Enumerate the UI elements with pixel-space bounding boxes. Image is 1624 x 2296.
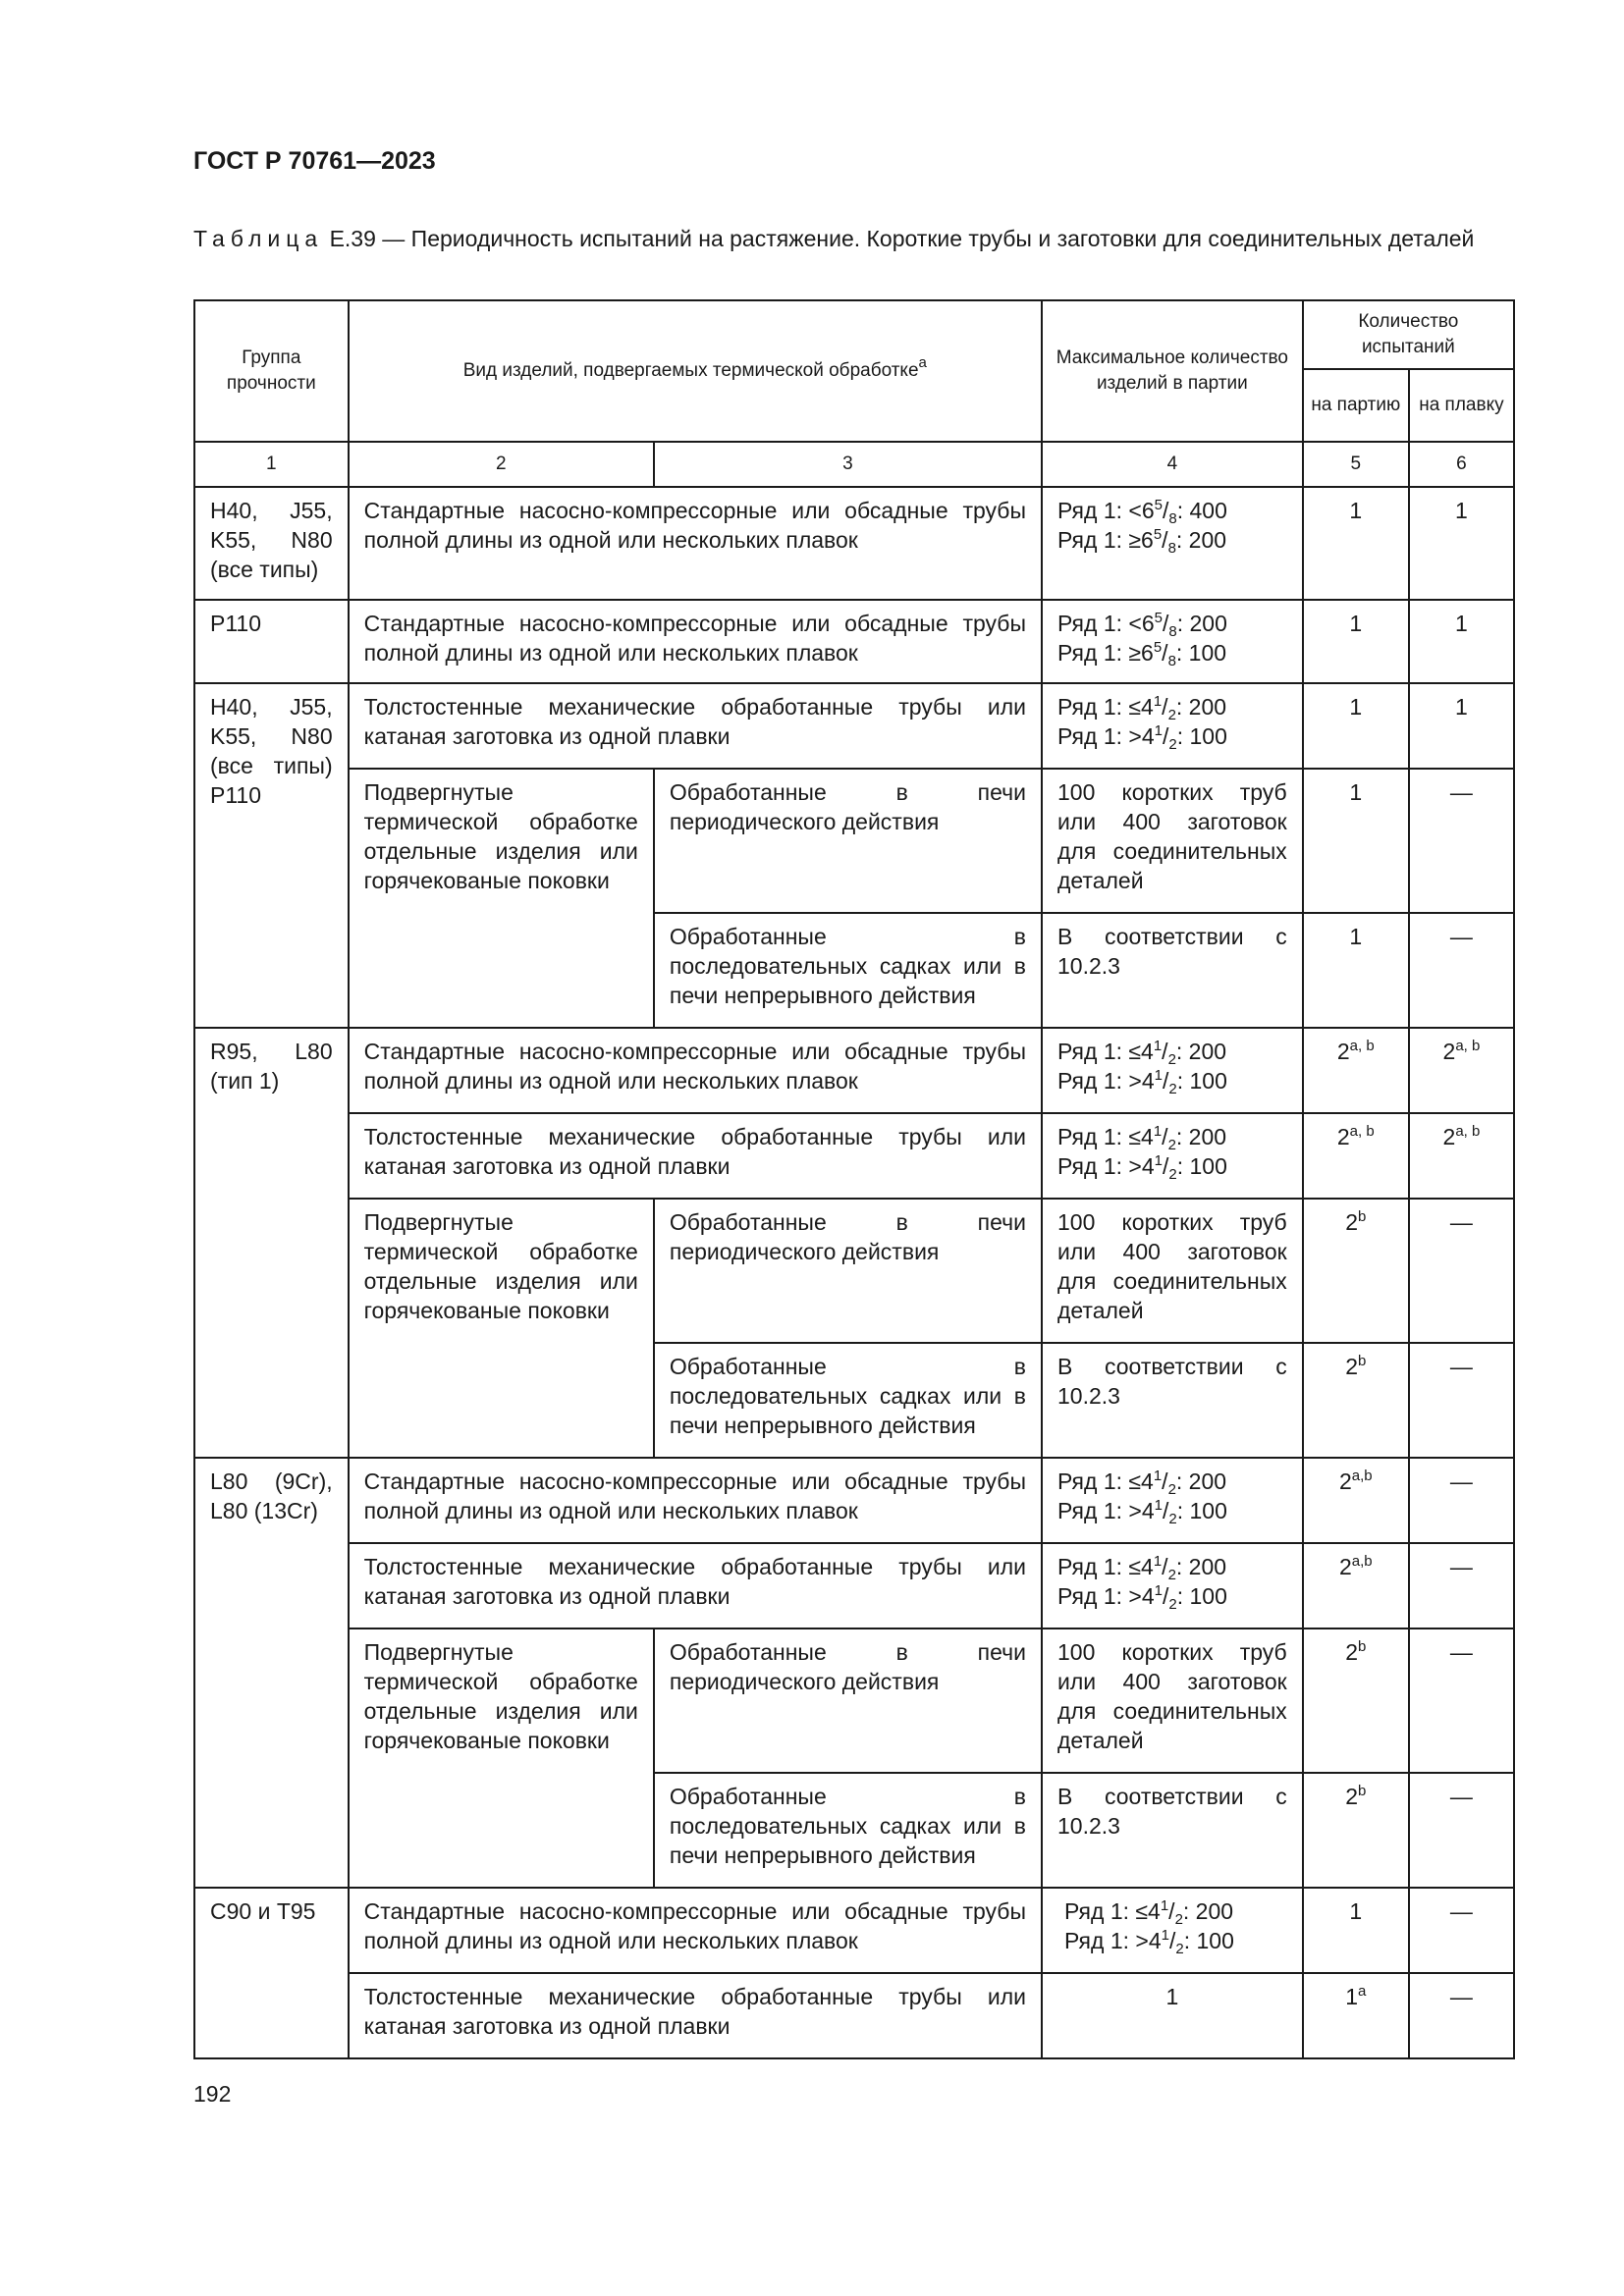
furnace-type-cell: Обработанные в печи периодического действия: [654, 769, 1042, 913]
column-number: 3: [654, 442, 1042, 487]
group-cell: H40, J55, K55, N80 (все типы) P110: [194, 683, 349, 1028]
series-prefix: Ряд 1:: [1056, 1498, 1123, 1523]
tests-per-lot: 1: [1303, 487, 1409, 600]
series-prefix: Ряд 1:: [1056, 1554, 1123, 1579]
series-line: Ряд 1: $\le 4^1/_2$: 200: [1056, 1468, 1227, 1498]
table-row: [194, 769, 1514, 913]
tests-per-heat: —: [1409, 1458, 1514, 1543]
series-prefix: Ряд 1:: [1056, 1068, 1123, 1094]
fraction-num: 1: [1154, 1497, 1163, 1514]
column-number: 4: [1042, 442, 1303, 487]
series-op: ≤4: [1128, 1124, 1154, 1149]
series-op: ≥6: [1128, 527, 1154, 553]
tests-per-heat: —: [1409, 913, 1514, 1028]
tests-value: 2: [1345, 1784, 1359, 1809]
header-group: Группа прочности: [194, 300, 349, 442]
tests-value: 2: [1345, 1209, 1359, 1235]
table-row: [194, 1629, 1514, 1773]
fraction-den: 2: [1168, 736, 1177, 753]
footnote-mark: a,b: [1351, 1468, 1373, 1484]
series-line: Ряд 1: $>4^1/_2$: 100: [1056, 1582, 1227, 1613]
heat-treated-cell: Подвергнутые термической обработке отдельные изделия или горячекованые поковки: [349, 769, 654, 1028]
table-row: [194, 683, 1514, 769]
column-number: 6: [1409, 442, 1514, 487]
series-value: : 100: [1176, 1068, 1227, 1094]
product-kind-cell: Толстостенные механические обработанные трубы или катаная заготовка из одной плавки: [349, 1113, 1042, 1199]
group-cell: R95, L80 (тип 1): [194, 1028, 349, 1458]
table-row: [194, 1199, 1514, 1343]
tests-per-lot: [1303, 1028, 1409, 1113]
table-row: [194, 1113, 1514, 1199]
max-qty-cell: [1042, 1028, 1303, 1113]
table-row: [194, 600, 1514, 683]
tests-value: 1: [1345, 1984, 1359, 2009]
fraction-num: 5: [1153, 526, 1163, 543]
series-prefix: Ряд 1:: [1063, 1898, 1130, 1924]
furnace-type-cell: Обработанные в последовательных садках или в печи непрерывного действия: [654, 1343, 1042, 1458]
series-op: ≤4: [1128, 1554, 1154, 1579]
tests-per-lot: [1303, 1458, 1409, 1543]
max-qty-cell: 100 коротких труб или 400 заготовок для соединительных деталей: [1042, 1199, 1303, 1343]
table-row: [194, 487, 1514, 600]
series-op: ≤4: [1135, 1898, 1161, 1924]
series-op: >4: [1128, 1068, 1155, 1094]
header-row: [194, 300, 1514, 369]
series-op: <6: [1128, 498, 1155, 523]
max-qty-cell: [1042, 600, 1303, 683]
series-value: : 100: [1176, 723, 1227, 749]
series-value: : 200: [1175, 1124, 1227, 1149]
tests-per-heat: —: [1409, 1973, 1514, 2058]
column-number: 2: [349, 442, 654, 487]
fraction-num: 1: [1160, 1897, 1169, 1914]
series-prefix: Ряд 1:: [1056, 1583, 1123, 1609]
fraction-num: 1: [1153, 1553, 1163, 1570]
product-kind-cell: Стандартные насосно-компрессорные или обсадные трубы полной длины из одной или нескольких плавок: [349, 1888, 1042, 1973]
series-op: ≤4: [1128, 1039, 1154, 1064]
fraction-den: 2: [1168, 1081, 1177, 1097]
document-id: ГОСТ Р 70761—2023: [193, 147, 436, 175]
tests-value: 2: [1345, 1639, 1359, 1665]
table-row: [194, 1028, 1514, 1113]
fraction-num: 1: [1153, 1468, 1163, 1484]
series-value: : 100: [1183, 1928, 1234, 1953]
max-qty-cell: [1042, 683, 1303, 769]
series-line: Ряд 1: $>4^1/_2$: 100: [1063, 1927, 1234, 1957]
max-qty-cell: В соответствии с 10.2.3: [1042, 1773, 1303, 1888]
column-number: 1: [194, 442, 349, 487]
tests-per-heat: —: [1409, 1343, 1514, 1458]
footnote-mark: a, b: [1349, 1038, 1375, 1054]
tests-per-heat: [1409, 1113, 1514, 1199]
product-kind-cell: Толстостенные механические обработанные трубы или катаная заготовка из одной плавки: [349, 683, 1042, 769]
series-line: Ряд 1: $>4^1/_2$: 100: [1056, 722, 1227, 753]
series-op: >4: [1128, 1153, 1155, 1179]
series-op: ≤4: [1128, 1468, 1154, 1494]
fraction-num: 5: [1154, 497, 1163, 513]
table-row: [194, 1973, 1514, 2058]
header-kind: [349, 300, 1042, 442]
series-prefix: Ряд 1:: [1056, 611, 1123, 636]
product-kind-cell: Стандартные насосно-компрессорные или обсадные трубы полной длины из одной или нескольких плавок: [349, 1028, 1042, 1113]
furnace-type-cell: Обработанные в печи периодического действия: [654, 1199, 1042, 1343]
max-qty-cell: 1: [1042, 1973, 1303, 2058]
fraction-den: 2: [1168, 1511, 1177, 1527]
footnote-mark: a,b: [1351, 1553, 1373, 1570]
tests-per-lot: [1303, 1113, 1409, 1199]
fraction-den: 2: [1167, 1051, 1176, 1068]
group-cell: H40, J55, K55, N80 (все типы): [194, 487, 349, 600]
series-line: Ряд 1: $\ge 6^5/_8$: 100: [1056, 639, 1227, 669]
fraction-num: 5: [1153, 639, 1163, 656]
series-prefix: Ряд 1:: [1056, 498, 1123, 523]
header-tests: Количество испытаний: [1303, 300, 1514, 369]
tests-per-heat: —: [1409, 1199, 1514, 1343]
series-prefix: Ряд 1:: [1056, 694, 1123, 720]
tests-per-lot: [1303, 1773, 1409, 1888]
max-qty-cell: В соответствии с 10.2.3: [1042, 913, 1303, 1028]
fraction-den: 2: [1168, 1166, 1177, 1183]
fraction-num: 1: [1154, 1067, 1163, 1084]
series-value: : 200: [1176, 611, 1227, 636]
tests-per-heat: —: [1409, 1629, 1514, 1773]
series-prefix: Ряд 1:: [1056, 723, 1123, 749]
fraction-den: 8: [1168, 510, 1177, 527]
table-row: [194, 1543, 1514, 1629]
tests-value: 2: [1336, 1039, 1350, 1064]
group-cell: С90 и Т95: [194, 1888, 349, 2058]
footnote-mark: a: [1358, 1983, 1367, 2000]
fraction-den: 2: [1175, 1941, 1184, 1957]
tests-value: 2: [1338, 1554, 1352, 1579]
series-prefix: Ряд 1:: [1056, 1039, 1123, 1064]
tests-per-lot: [1303, 1343, 1409, 1458]
footnote-mark: a: [918, 354, 927, 371]
series-line: Ряд 1: $\ge 6^5/_8$: 200: [1056, 526, 1227, 557]
tests-value: 2: [1336, 1124, 1350, 1149]
footnote-mark: a, b: [1349, 1123, 1375, 1140]
footnote-mark: a, b: [1455, 1038, 1481, 1054]
tests-value: 2: [1345, 1354, 1359, 1379]
tests-per-heat: 1: [1409, 600, 1514, 683]
series-line: Ряд 1: $>4^1/_2$: 100: [1056, 1497, 1227, 1527]
header-per-heat: на плавку: [1409, 369, 1514, 442]
footnote-mark: b: [1358, 1208, 1367, 1225]
series-line: Ряд 1: $\le 4^1/_2$: 200: [1063, 1897, 1234, 1928]
series-line: Ряд 1: $<6^5/_8$: 200: [1056, 610, 1227, 640]
furnace-type-cell: Обработанные в последовательных садках или в печи непрерывного действия: [654, 913, 1042, 1028]
series-op: >4: [1128, 1498, 1155, 1523]
tests-per-heat: 1: [1409, 683, 1514, 769]
product-kind-cell: Стандартные насосно-компрессорные или обсадные трубы полной длины из одной или нескольких плавок: [349, 600, 1042, 683]
fraction-num: 1: [1153, 693, 1163, 710]
series-prefix: Ряд 1:: [1056, 1153, 1123, 1179]
series-value: : 200: [1175, 1554, 1227, 1579]
fraction-den: 2: [1168, 1596, 1177, 1613]
series-op: >4: [1128, 1583, 1155, 1609]
caption-label: Таблица: [193, 226, 324, 251]
tests-per-heat: —: [1409, 1543, 1514, 1629]
series-op: ≤4: [1128, 694, 1154, 720]
series-op: <6: [1128, 611, 1155, 636]
series-value: : 100: [1176, 1498, 1227, 1523]
tests-per-heat: [1409, 1028, 1514, 1113]
table-row: [194, 1458, 1514, 1543]
header-max-qty: Максимальное количество изделий в партии: [1042, 300, 1303, 442]
group-cell: L80 (9Cr), L80 (13Cr): [194, 1458, 349, 1888]
caption-text: Е.39 — Периодичность испытаний на растяжение. Короткие трубы и заготовки для соединительных деталей: [329, 226, 1475, 251]
group-cell: P110: [194, 600, 349, 683]
footnote-mark: b: [1358, 1783, 1367, 1799]
series-op: >4: [1135, 1928, 1162, 1953]
series-prefix: Ряд 1:: [1056, 1124, 1123, 1149]
tests-value: 2: [1338, 1468, 1352, 1494]
max-qty-cell: [1042, 487, 1303, 600]
fraction-den: 8: [1168, 623, 1177, 640]
series-prefix: Ряд 1:: [1056, 640, 1123, 666]
tests-per-lot: 1: [1303, 683, 1409, 769]
series-value: : 200: [1182, 1898, 1234, 1924]
heat-treated-cell: Подвергнутые термической обработке отдельные изделия или горячекованые поковки: [349, 1629, 654, 1888]
series-value: : 200: [1175, 527, 1227, 553]
fraction-den: 8: [1167, 653, 1176, 669]
page-number: 192: [193, 2081, 232, 2107]
tests-per-lot: [1303, 1973, 1409, 2058]
tests-per-lot: 1: [1303, 1888, 1409, 1973]
tests-per-lot: [1303, 1543, 1409, 1629]
footnote-mark: b: [1358, 1353, 1367, 1369]
series-line: Ряд 1: $>4^1/_2$: 100: [1056, 1067, 1227, 1097]
table-caption: [193, 224, 1514, 253]
series-line: Ряд 1: $<6^5/_8$: 400: [1056, 497, 1227, 527]
max-qty-cell: [1042, 1113, 1303, 1199]
furnace-type-cell: Обработанные в печи периодического действия: [654, 1629, 1042, 1773]
fraction-den: 2: [1167, 707, 1176, 723]
fraction-den: 2: [1167, 1567, 1176, 1583]
furnace-type-cell: Обработанные в последовательных садках или в печи непрерывного действия: [654, 1773, 1042, 1888]
max-qty-cell: [1042, 1458, 1303, 1543]
product-kind-cell: Стандартные насосно-компрессорные или обсадные трубы полной длины из одной или нескольких плавок: [349, 1458, 1042, 1543]
series-line: Ряд 1: $\le 4^1/_2$: 200: [1056, 1038, 1227, 1068]
column-numbers-row: [194, 442, 1514, 487]
tests-per-heat: —: [1409, 769, 1514, 913]
column-number: 5: [1303, 442, 1409, 487]
series-value: : 100: [1176, 1153, 1227, 1179]
fraction-den: 2: [1167, 1137, 1176, 1153]
fraction-num: 1: [1153, 1123, 1163, 1140]
tests-per-heat: —: [1409, 1773, 1514, 1888]
series-line: Ряд 1: $\le 4^1/_2$: 200: [1056, 1553, 1227, 1583]
max-qty-cell: 100 коротких труб или 400 заготовок для соединительных деталей: [1042, 769, 1303, 913]
tests-per-heat: 1: [1409, 487, 1514, 600]
fraction-den: 8: [1167, 540, 1176, 557]
series-value: : 100: [1176, 1583, 1227, 1609]
fraction-num: 1: [1161, 1927, 1169, 1944]
footnote-mark: a, b: [1455, 1123, 1481, 1140]
series-value: : 100: [1175, 640, 1227, 666]
max-qty-cell: В соответствии с 10.2.3: [1042, 1343, 1303, 1458]
series-op: ≥6: [1128, 640, 1154, 666]
fraction-num: 1: [1154, 722, 1163, 739]
series-line: Ряд 1: $\le 4^1/_2$: 200: [1056, 1123, 1227, 1153]
header-per-lot: на партию: [1303, 369, 1409, 442]
series-value: : 200: [1175, 1468, 1227, 1494]
series-prefix: Ряд 1:: [1056, 527, 1123, 553]
fraction-num: 1: [1153, 1038, 1163, 1054]
series-op: >4: [1128, 723, 1155, 749]
fraction-num: 1: [1154, 1582, 1163, 1599]
max-qty-cell: [1042, 1888, 1303, 1973]
tests-per-lot: 1: [1303, 600, 1409, 683]
tests-per-lot: 1: [1303, 913, 1409, 1028]
table-row: [194, 1888, 1514, 1973]
tests-value: 2: [1442, 1039, 1456, 1064]
fraction-den: 2: [1167, 1481, 1176, 1498]
series-line: Ряд 1: $>4^1/_2$: 100: [1056, 1152, 1227, 1183]
series-prefix: Ряд 1:: [1063, 1928, 1130, 1953]
tests-per-lot: [1303, 1199, 1409, 1343]
series-value: : 200: [1175, 694, 1227, 720]
max-qty-cell: 100 коротких труб или 400 заготовок для соединительных деталей: [1042, 1629, 1303, 1773]
fraction-num: 5: [1154, 610, 1163, 626]
series-prefix: Ряд 1:: [1056, 1468, 1123, 1494]
fraction-den: 2: [1174, 1911, 1183, 1928]
series-value: : 400: [1176, 498, 1227, 523]
series-line: Ряд 1: $\le 4^1/_2$: 200: [1056, 693, 1227, 723]
series-value: : 200: [1175, 1039, 1227, 1064]
footnote-mark: b: [1358, 1638, 1367, 1655]
product-kind-cell: Стандартные насосно-компрессорные или обсадные трубы полной длины из одной или нескольких плавок: [349, 487, 1042, 600]
tests-value: 2: [1442, 1124, 1456, 1149]
tests-per-lot: 1: [1303, 769, 1409, 913]
heat-treated-cell: Подвергнутые термической обработке отдельные изделия или горячекованые поковки: [349, 1199, 654, 1458]
product-kind-cell: Толстостенные механические обработанные трубы или катаная заготовка из одной плавки: [349, 1543, 1042, 1629]
header-kind-text: Вид изделий, подвергаемых термической обработке: [462, 360, 919, 381]
tests-per-heat: —: [1409, 1888, 1514, 1973]
tests-per-lot: [1303, 1629, 1409, 1773]
max-qty-cell: [1042, 1543, 1303, 1629]
test-frequency-table: [193, 299, 1515, 2059]
product-kind-cell: Толстостенные механические обработанные трубы или катаная заготовка из одной плавки: [349, 1973, 1042, 2058]
fraction-num: 1: [1154, 1152, 1163, 1169]
